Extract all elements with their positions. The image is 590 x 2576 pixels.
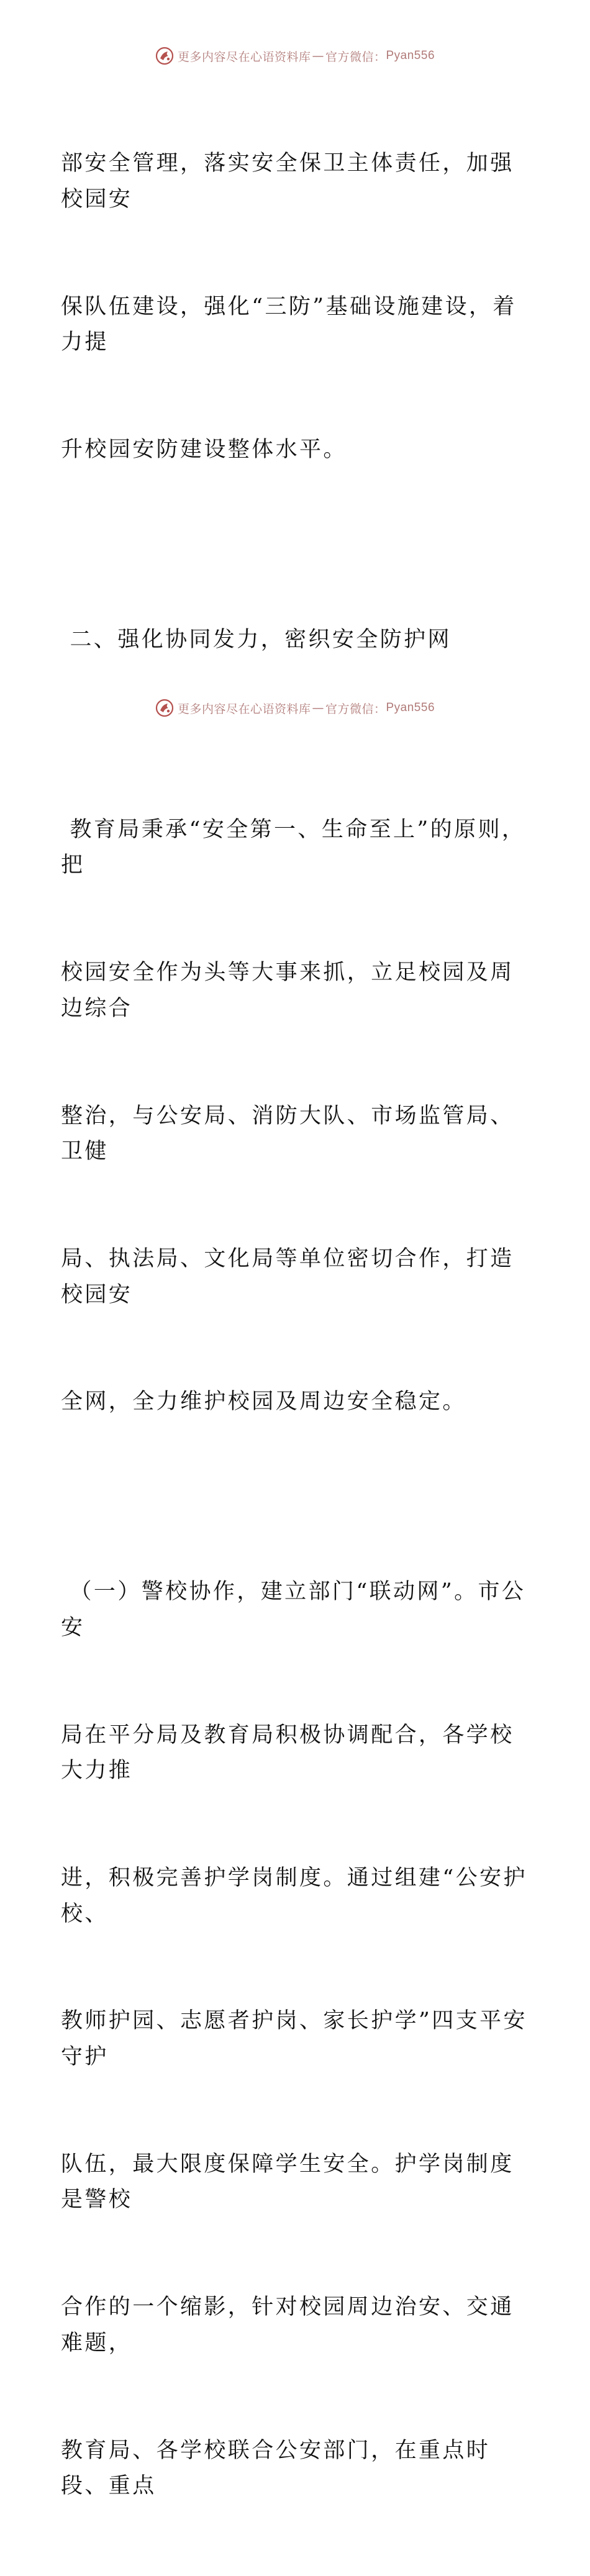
text-line: 教育局、各学校联合公安部门，在重点时段、重点 [61, 2438, 491, 2499]
text-line: （一）警校协作，建立部门“联动网”。市公安 [61, 1579, 526, 1640]
document-body [61, 75, 533, 2576]
text-line: 教师护园、志愿者护岗、家长护学”四支平安守护 [61, 2008, 527, 2070]
text-line: 升校园安防建设整体水平。 [61, 437, 347, 462]
text-line: 进，积极完善护学岗制度。通过组建“公安护校、 [61, 1866, 527, 1926]
paragraph-3 [61, 1503, 533, 2576]
watermark-separator: — [312, 701, 324, 715]
watermark-separator: — [312, 49, 324, 63]
heading-line: 二、强化协同发力，密织安全防护网 [61, 627, 452, 652]
text-line: 队伍，最大限度保障学生安全。护学岗制度是警校 [61, 2151, 514, 2213]
watermark-text: 更多内容尽在心语资料库 [177, 50, 311, 64]
hand-seal-icon [155, 699, 174, 717]
watermark-text: 更多内容尽在心语资料库 [177, 702, 311, 716]
paragraph-1 [61, 75, 533, 540]
text-line: 教育局秉承“安全第一、生命至上”的原则，把 [61, 817, 526, 878]
watermark-wechat-id: Pyan556 [386, 701, 435, 714]
hand-seal-icon [155, 47, 174, 65]
text-line: 局在平分局及教育局积极协调配合，各学校大力推 [61, 1722, 514, 1784]
text-line: 全网，全力维护校园及周边安全稳定。 [61, 1389, 466, 1415]
text-line: 保队伍建设，强化“三防”基础设施建设，着力提 [61, 294, 517, 355]
watermark-footer [0, 697, 590, 719]
watermark-wechat-label: 官方微信： [325, 50, 386, 64]
text-line: 整治，与公安局、消防大队、市场监管局、卫健 [61, 1103, 514, 1164]
watermark-header [0, 45, 590, 67]
text-line: 合作的一个缩影，针对校园周边治安、交通难题， [61, 2295, 514, 2356]
watermark-wechat-label: 官方微信： [325, 702, 386, 716]
text-line: 校园安全作为头等大事来抓，立足校园及周边综合 [61, 960, 514, 1021]
text-line: 局、执法局、文化局等单位密切合作，打造校园安 [61, 1246, 514, 1307]
paragraph-2 [61, 741, 533, 1492]
text-line: 部安全管理，落实安全保卫主体责任，加强校园安 [61, 151, 514, 212]
watermark-wechat-id: Pyan556 [386, 49, 435, 62]
